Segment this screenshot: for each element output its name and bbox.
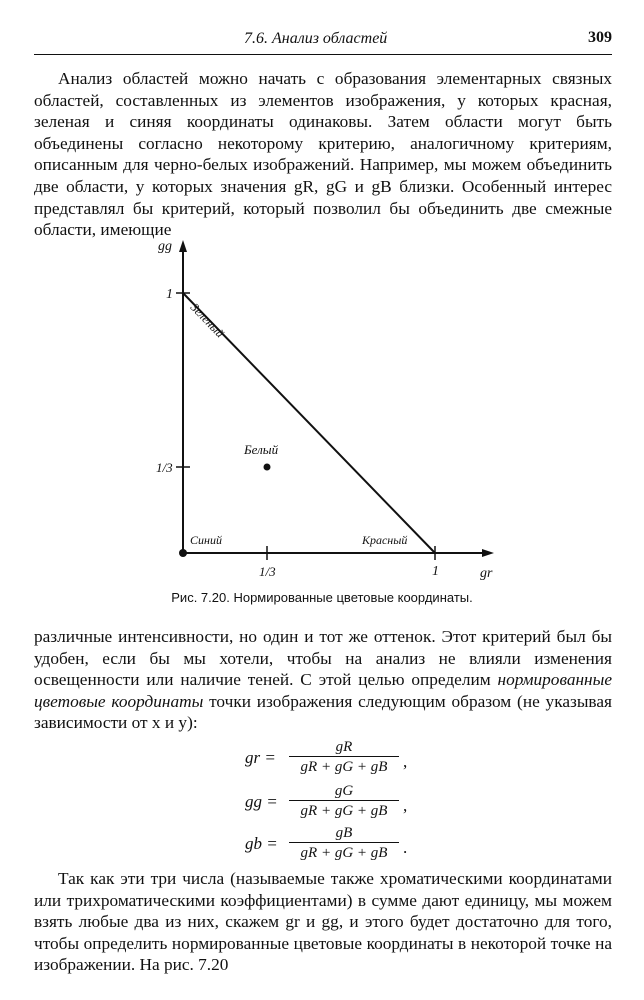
equation-fraction <box>289 782 399 821</box>
label-green: Зеленый <box>187 300 228 341</box>
paragraph-2-before: различные интенсивности, но один и тот же оттенок. Этот критерий был бы удобен, если бы мы хотели, чтобы на анализ не влияли изменения освещенности или наличие теней. С этой целью определим <box>34 627 612 690</box>
x-tick-third-label: 1/3 <box>259 564 276 579</box>
x-axis-arrow <box>482 549 494 557</box>
label-white: Белый <box>244 442 279 457</box>
equation-lhs: gb = <box>245 834 278 853</box>
equation-punct: . <box>403 838 408 857</box>
section-title: 7.6. Анализ областей <box>244 30 388 47</box>
equation-denominator: gR + gG + gB <box>300 803 388 819</box>
label-blue: Синий <box>190 533 222 547</box>
paragraph-2 <box>34 626 612 734</box>
page-number: 309 <box>588 29 612 46</box>
x-tick-1-label: 1 <box>432 564 439 579</box>
blue-point <box>179 549 187 557</box>
equation-denominator: gR + gG + gB <box>300 845 388 861</box>
paragraph-3-text: Так как эти три числа (называемые также хроматическими координатами или трихроматическими коэффициентами) в сумме дают единицу, мы можем взять любые два из них, скажем gr и gg, и этого будет достаточно для того, чтобы определить нормированные цветовые координаты в некоторой точке на изображении. На рис. 7.20 <box>34 869 612 975</box>
equation-punct: , <box>403 752 408 771</box>
equation-lhs: gr = <box>245 748 276 767</box>
y-tick-third-label: 1/3 <box>156 460 173 475</box>
figure-caption: Рис. 7.20. Нормированные цветовые координаты. <box>171 590 473 605</box>
paragraph-2-emphasis: нормированные цветовые координаты <box>34 670 612 711</box>
equation-denominator: gR + gG + gB <box>300 759 388 775</box>
y-tick-1-label: 1 <box>166 287 173 302</box>
equation-numerator: gG <box>334 783 354 799</box>
running-header <box>34 30 612 55</box>
paragraph-3 <box>34 868 612 976</box>
label-red: Красный <box>362 533 408 547</box>
equation-fraction <box>289 824 399 863</box>
equation-lhs: gg = <box>245 792 278 811</box>
white-point <box>264 464 271 471</box>
y-axis-label: gg <box>158 239 172 254</box>
equation-punct: , <box>403 796 408 815</box>
chromaticity-figure <box>150 236 510 581</box>
y-axis-arrow <box>179 240 187 252</box>
paragraph-1-text: Анализ областей можно начать с образования элементарных связных областей, составленных из элементов изображения, у которых красная, зеленая и синяя координаты одинаковы. Затем области могут быть объединены согласно некоторому критерию, аналогичному критериям, описанным для черно-белых изображений. Например, мы можем объединить две области, у которых значения gR, gG и gB близки. Особенный интерес представлял бы критерий, который позволил бы объединить две смежные области, имеющие <box>34 69 612 240</box>
paragraph-1 <box>34 68 612 241</box>
x-axis-label: gr <box>480 566 493 581</box>
paragraph-2-after: точки изображения следующим образом (не указывая зависимости от x и y): <box>34 691 612 733</box>
equation-numerator: gR <box>335 739 353 755</box>
equation-numerator: gB <box>335 825 353 841</box>
equation-fraction <box>289 738 399 777</box>
